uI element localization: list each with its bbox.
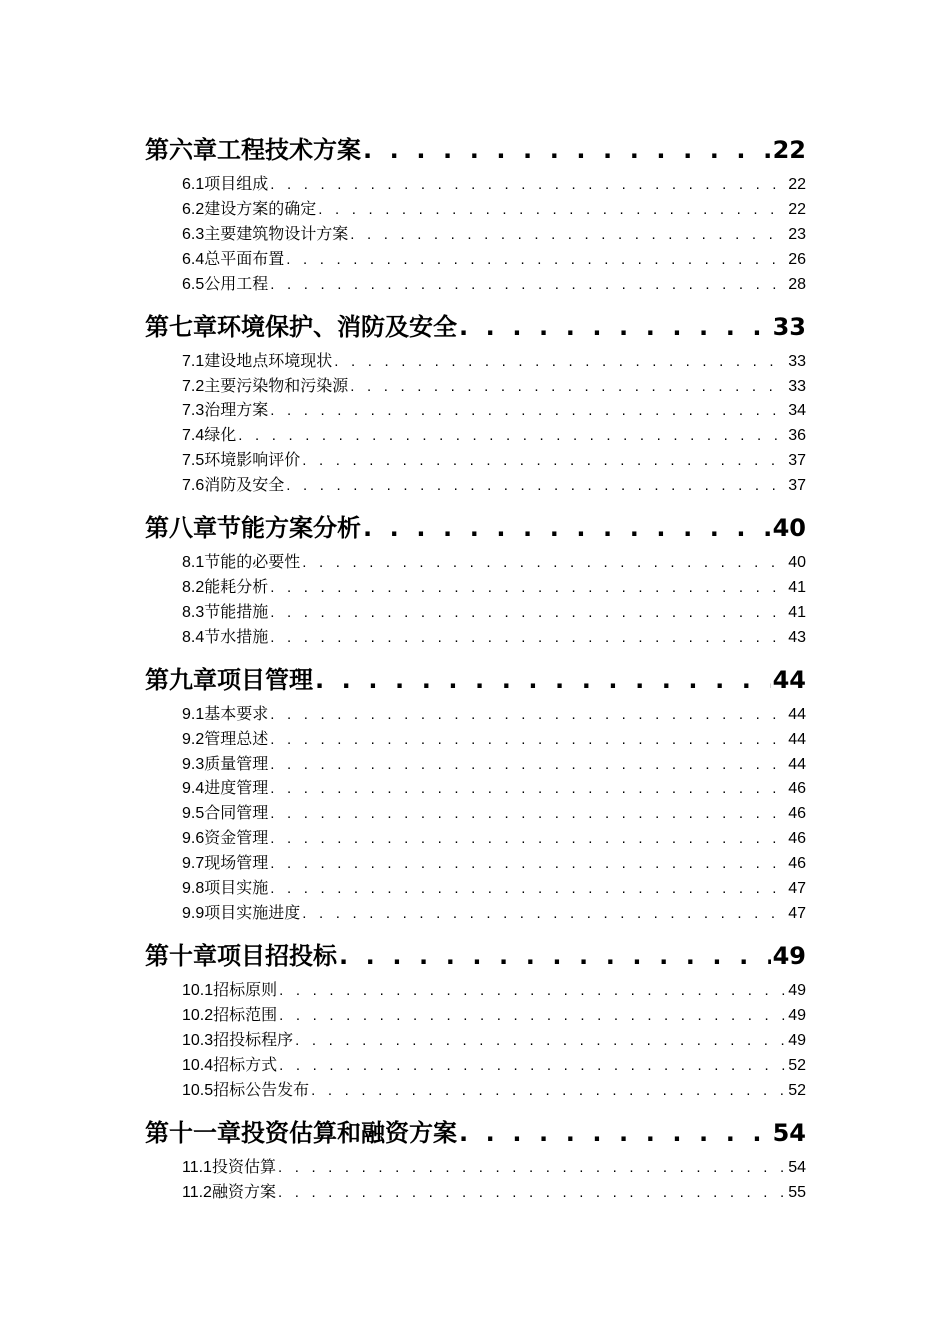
toc-section-entry[interactable] <box>182 1080 806 1102</box>
toc-page-number: 36 <box>788 427 806 444</box>
toc-section-entry[interactable] <box>182 351 806 373</box>
toc-entry-title: 环境保护、消防及安全 <box>217 313 457 341</box>
toc-dot-leader <box>270 778 786 800</box>
toc-page-number: 49 <box>788 1007 806 1024</box>
toc-entry-title: 9.2管理总述 <box>182 731 269 748</box>
toc-dot-leader <box>318 199 786 221</box>
toc-dot-leader <box>278 1182 786 1204</box>
toc-chapter-entry[interactable] <box>145 1118 806 1148</box>
toc-section-entry[interactable] <box>182 878 806 900</box>
toc-entry-title: 6.4总平面布置 <box>182 251 285 268</box>
toc-entry-title: 10.5招标公告发布 <box>182 1082 310 1099</box>
toc-dot-leader <box>363 513 771 543</box>
toc-dot-leader <box>270 828 786 850</box>
toc-entry-title: 8.1节能的必要性 <box>182 554 301 571</box>
toc-dot-leader <box>350 224 786 246</box>
toc-dot-leader <box>238 425 786 447</box>
toc-dot-leader <box>295 1030 786 1052</box>
toc-section-entry[interactable] <box>182 1157 806 1179</box>
toc-entry-title: 9.4进度管理 <box>182 780 269 797</box>
toc-section-entry[interactable] <box>182 778 806 800</box>
toc-section-entry[interactable] <box>182 853 806 875</box>
toc-chapter-entry[interactable] <box>145 941 806 971</box>
toc-page-number: 26 <box>788 251 806 268</box>
toc-section-entry[interactable] <box>182 376 806 398</box>
toc-dot-leader <box>270 803 786 825</box>
toc-entry-title: 10.3招投标程序 <box>182 1032 294 1049</box>
toc-dot-leader <box>286 249 786 271</box>
toc-dot-leader <box>279 1005 786 1027</box>
toc-section-entry[interactable] <box>182 400 806 422</box>
toc-entry-title: 7.4绿化 <box>182 427 237 444</box>
toc-dot-leader <box>459 1118 771 1148</box>
toc-chapter-entry[interactable] <box>145 312 806 342</box>
toc-section-entry[interactable] <box>182 224 806 246</box>
toc-page-number: 47 <box>788 905 806 922</box>
toc-dot-leader <box>339 941 771 971</box>
toc-page-number: 37 <box>788 452 806 469</box>
toc-entry-title: 9.5合同管理 <box>182 805 269 822</box>
toc-section-entry[interactable] <box>182 450 806 472</box>
toc-page-number: 52 <box>788 1082 806 1099</box>
toc-entry-title: 工程技术方案 <box>217 136 361 164</box>
toc-page-number: 52 <box>788 1057 806 1074</box>
toc-page-number: 46 <box>788 830 806 847</box>
toc-dot-leader <box>286 475 786 497</box>
toc-entry-title: 7.3治理方案 <box>182 402 269 419</box>
toc-section-entry[interactable] <box>182 627 806 649</box>
toc-page-number: 49 <box>788 1032 806 1049</box>
toc-section-entry[interactable] <box>182 704 806 726</box>
toc-dot-leader <box>363 135 771 165</box>
toc-entry-title: 8.3节能措施 <box>182 604 269 621</box>
toc-dot-leader <box>334 351 786 373</box>
toc-page-number: 40 <box>772 514 806 542</box>
toc-entry-title: 节能方案分析 <box>217 514 361 542</box>
toc-dot-leader <box>270 400 786 422</box>
toc-page-number: 46 <box>788 855 806 872</box>
toc-dot-leader <box>311 1080 786 1102</box>
toc-entry-title: 项目管理 <box>217 666 313 694</box>
toc-dot-leader <box>315 665 771 695</box>
toc-entry-title: 9.1基本要求 <box>182 706 269 723</box>
toc-chapter-entry[interactable] <box>145 513 806 543</box>
toc-entry-title: 投资估算和融资方案 <box>241 1119 457 1147</box>
toc-dot-leader <box>302 450 786 472</box>
toc-section-entry[interactable] <box>182 828 806 850</box>
toc-section-entry[interactable] <box>182 552 806 574</box>
toc-page-number: 49 <box>772 942 806 970</box>
toc-entry-title: 10.2招标范围 <box>182 1007 278 1024</box>
toc-page-number: 46 <box>788 805 806 822</box>
toc-dot-leader <box>270 602 786 624</box>
toc-entry-title: 9.9项目实施进度 <box>182 905 301 922</box>
toc-entry-title: 9.8项目实施 <box>182 880 269 897</box>
toc-chapter-number: 第七章 <box>145 313 217 341</box>
toc-dot-leader <box>270 853 786 875</box>
toc-section-entry[interactable] <box>182 803 806 825</box>
toc-section-entry[interactable] <box>182 274 806 296</box>
toc-page-number: 49 <box>788 982 806 999</box>
toc-dot-leader <box>270 174 786 196</box>
toc-dot-leader <box>459 312 771 342</box>
toc-page-number: 43 <box>788 629 806 646</box>
toc-page-number: 44 <box>788 731 806 748</box>
toc-entry-title: 7.1建设地点环境现状 <box>182 353 333 370</box>
toc-dot-leader <box>270 577 786 599</box>
toc-page-number: 44 <box>788 756 806 773</box>
toc-chapter-entry[interactable] <box>145 665 806 695</box>
toc-entry-title: 7.6消防及安全 <box>182 477 285 494</box>
toc-entry-title: 6.3主要建筑物设计方案 <box>182 226 349 243</box>
toc-dot-leader <box>350 376 786 398</box>
toc-dot-leader <box>279 980 786 1002</box>
toc-dot-leader <box>270 274 786 296</box>
toc-section-entry[interactable] <box>182 1005 806 1027</box>
toc-section-entry[interactable] <box>182 425 806 447</box>
toc-entry-title: 10.1招标原则 <box>182 982 278 999</box>
toc-page-number: 37 <box>788 477 806 494</box>
toc-entry-title: 8.4节水措施 <box>182 629 269 646</box>
toc-page-number: 33 <box>788 353 806 370</box>
toc-page-number: 33 <box>772 313 806 341</box>
toc-entry-title: 9.3质量管理 <box>182 756 269 773</box>
toc-entry-title: 9.7现场管理 <box>182 855 269 872</box>
toc-entry-title: 7.2主要污染物和污染源 <box>182 378 349 395</box>
toc-entry-title: 项目招投标 <box>217 942 337 970</box>
toc-page-number: 40 <box>788 554 806 571</box>
toc-page-number: 22 <box>788 176 806 193</box>
toc-entry-title: 8.2能耗分析 <box>182 579 269 596</box>
toc-entry-title: 6.1项目组成 <box>182 176 269 193</box>
toc-entry-title: 9.6资金管理 <box>182 830 269 847</box>
toc-entry-title: 10.4招标方式 <box>182 1057 278 1074</box>
toc-section-entry[interactable] <box>182 602 806 624</box>
toc-dot-leader <box>270 729 786 751</box>
toc-entry-title: 11.1投资估算 <box>182 1159 276 1176</box>
toc-chapter-number: 第八章 <box>145 514 217 542</box>
toc-entry-title: 6.2建设方案的确定 <box>182 201 317 218</box>
toc-section-entry[interactable] <box>182 174 806 196</box>
toc-page-number: 44 <box>772 666 806 694</box>
toc-section-entry[interactable] <box>182 754 806 776</box>
toc-section-entry[interactable] <box>182 1182 806 1204</box>
toc-section-entry[interactable] <box>182 1030 806 1052</box>
toc-dot-leader <box>270 627 786 649</box>
toc-dot-leader <box>270 704 786 726</box>
toc-chapter-number: 第六章 <box>145 136 217 164</box>
toc-page-number: 34 <box>788 402 806 419</box>
toc-chapter-number: 第十一章 <box>145 1119 241 1147</box>
toc-dot-leader <box>302 552 786 574</box>
toc-section-entry[interactable] <box>182 577 806 599</box>
toc-chapter-number: 第十章 <box>145 942 217 970</box>
toc-page-number: 41 <box>788 604 806 621</box>
toc-page-number: 54 <box>772 1119 806 1147</box>
toc-page-number: 46 <box>788 780 806 797</box>
toc-section-entry[interactable] <box>182 980 806 1002</box>
toc-dot-leader <box>279 1055 786 1077</box>
toc-page-number: 54 <box>788 1159 806 1176</box>
toc-chapter-number: 第九章 <box>145 666 217 694</box>
toc-page-number: 47 <box>788 880 806 897</box>
toc-page-number: 22 <box>788 201 806 218</box>
toc-page-number: 33 <box>788 378 806 395</box>
toc-dot-leader <box>270 878 786 900</box>
toc-section-entry[interactable] <box>182 729 806 751</box>
toc-page-number: 22 <box>772 136 806 164</box>
toc-section-entry[interactable] <box>182 1055 806 1077</box>
toc-entry-title: 6.5公用工程 <box>182 276 269 293</box>
toc-page-number: 28 <box>788 276 806 293</box>
toc-dot-leader <box>302 903 786 925</box>
toc-page-number: 41 <box>788 579 806 596</box>
toc-page-number: 23 <box>788 226 806 243</box>
toc-section-entry[interactable] <box>182 475 806 497</box>
toc-dot-leader <box>270 754 786 776</box>
toc-entry-title: 11.2融资方案 <box>182 1184 276 1201</box>
toc-page-number: 55 <box>788 1184 806 1201</box>
toc-section-entry[interactable] <box>182 199 806 221</box>
toc-section-entry[interactable] <box>182 249 806 271</box>
toc-page-number: 44 <box>788 706 806 723</box>
toc-dot-leader <box>278 1157 786 1179</box>
toc-chapter-entry[interactable] <box>145 135 806 165</box>
toc-section-entry[interactable] <box>182 903 806 925</box>
toc-entry-title: 7.5环境影响评价 <box>182 452 301 469</box>
